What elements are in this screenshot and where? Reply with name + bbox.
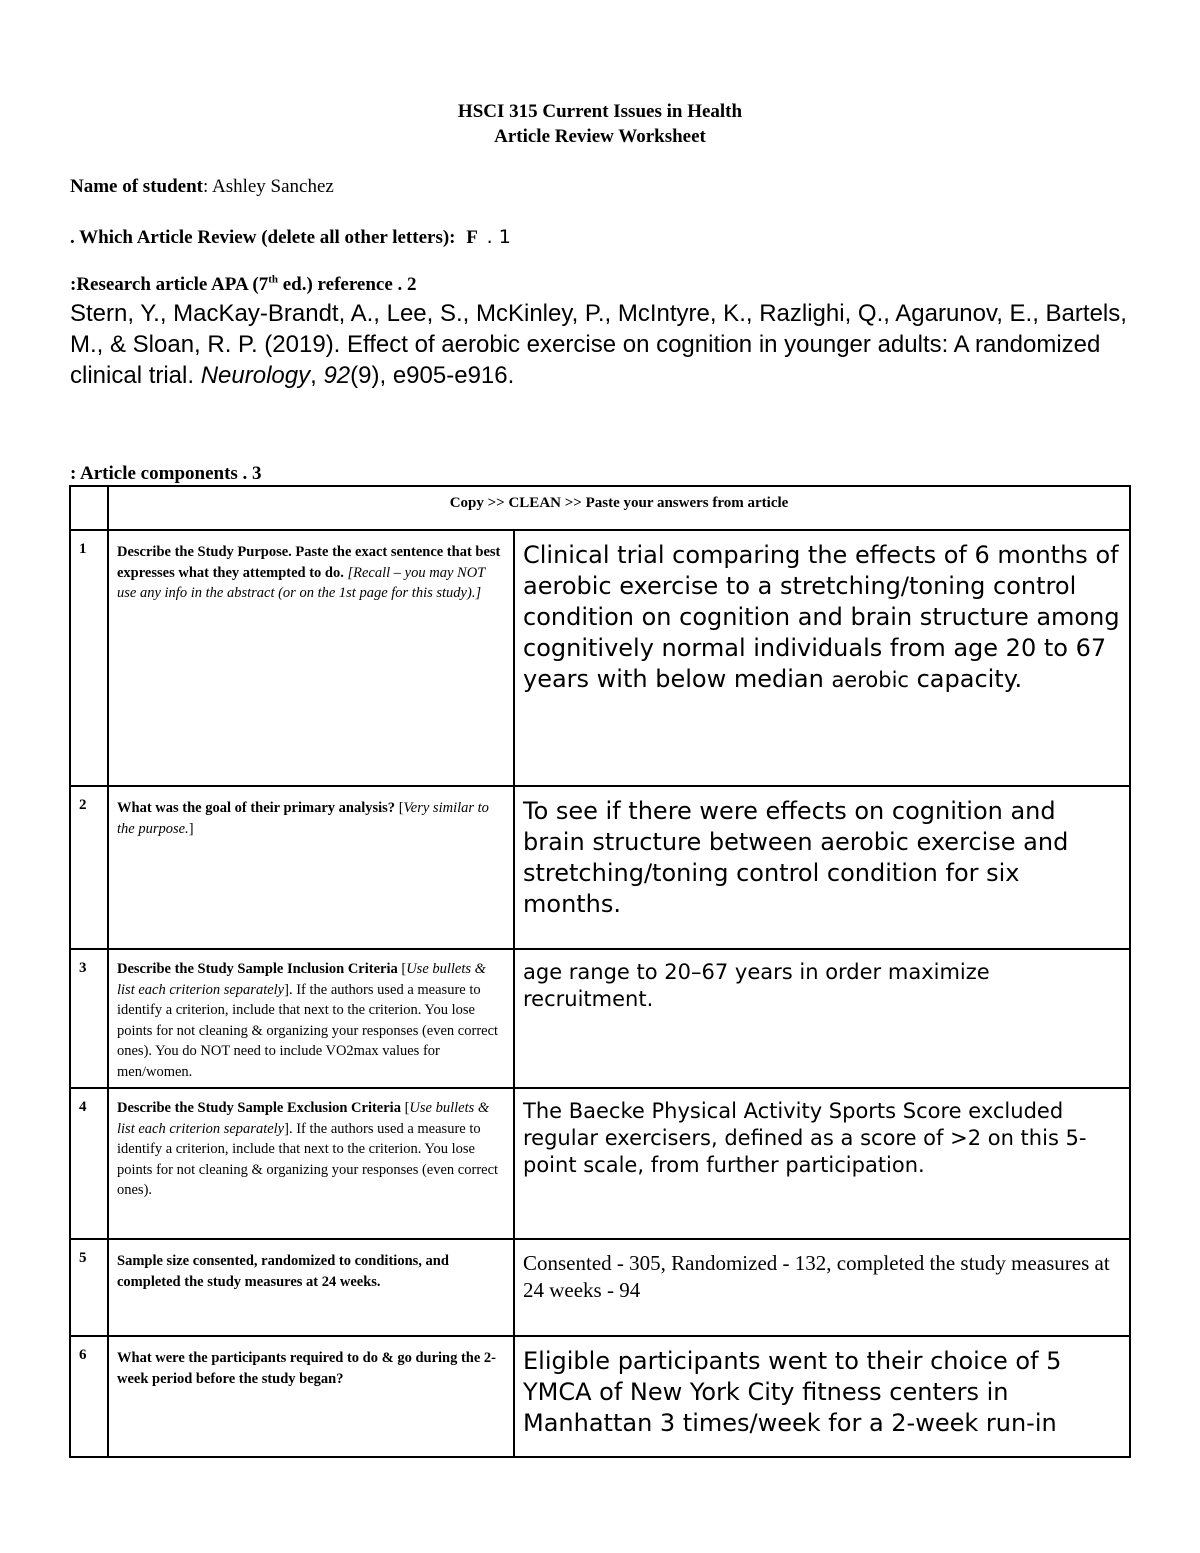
table-header-cell: Copy >> CLEAN >> Paste your answers from article (108, 486, 1130, 530)
student-name-value[interactable]: Ashley Sanchez (211, 176, 334, 197)
reference-label-line (70, 274, 417, 296)
question-cell: Describe the Study Sample Inclusion Criteria [Use bullets & list each criterion separately]. If the authors used a measure to identify a criterion, include that next to the criterion. You lose points for not cleaning & organizing your responses (even correct ones). You do NOT need to include VO2max values for men/women. (108, 949, 514, 1088)
question-cell: Describe the Study Sample Exclusion Criteria [Use bullets & list each criterion separately]. If the authors used a measure to identify a criterion, include that next to the criterion. You lose points for not cleaning & organizing your responses (even correct ones). (108, 1088, 514, 1239)
table-row (70, 1336, 1130, 1457)
row-number: 5 (70, 1239, 108, 1336)
table-row (70, 786, 1130, 949)
answer-cell[interactable]: Consented - 305, Randomized - 132, completed the study measures at 24 weeks - 94 (514, 1239, 1130, 1336)
answer-cell[interactable]: age range to 20–67 years in order maximize recruitment. (514, 949, 1130, 1088)
table-row (70, 1088, 1130, 1239)
answer-cell[interactable]: Eligible participants went to their choice of 5 YMCA of New York City fitness centers in Manhattan 3 times/week for a 2-week run-in (514, 1336, 1130, 1457)
article-review-line (70, 226, 511, 249)
row-number: 3 (70, 949, 108, 1088)
journal-volume: 92 (323, 362, 351, 389)
row-number: 2 (70, 786, 108, 949)
answer-cell[interactable]: Clinical trial comparing the effects of 6 months of aerobic exercise to a stretching/toning control condition on cognition and brain structure among cognitively normal individuals from age 20 to 67 years with below median aerobic capacity. (514, 530, 1130, 786)
table-header-row (70, 486, 1130, 530)
question-cell: Describe the Study Purpose. Paste the exact sentence that best expresses what they attempted to do. [Recall – you may NOT use any info in the abstract (or on the 1st page for this study).] (108, 530, 514, 786)
worksheet-subtitle: Article Review Worksheet (494, 126, 706, 147)
answer-cell[interactable]: The Baecke Physical Activity Sports Score excluded regular exercisers, defined as a score of >2 on this 5-point scale, from further participation. (514, 1088, 1130, 1239)
student-name-label: Name of student (70, 176, 203, 197)
article-review-number: . 1 (486, 226, 511, 248)
worksheet-title: HSCI 315 Current Issues in Health (457, 101, 743, 122)
article-components-label: : Article components . 3 (70, 463, 262, 484)
table-row (70, 1239, 1130, 1336)
row-number: 1 (70, 530, 108, 786)
article-review-label: . Which Article Review (delete all other letters): (70, 227, 456, 248)
apa-reference[interactable]: Stern, Y., MacKay-Brandt, A., Lee, S., McKinley, P., McIntyre, K., Razlighi, Q., Agarunov, E., Bartels, M., & Sloan, R. P. (2019). Effect of aerobic exercise on cognition in younger adults: A randomized clinical trial. Neurology, 92(9), e905-e916. (70, 300, 1127, 389)
article-components-table (69, 485, 1131, 1458)
row-number: 6 (70, 1336, 108, 1457)
journal-name: Neurology (200, 362, 311, 389)
student-name-line: Name of student: Ashley Sanchez (70, 176, 334, 197)
question-cell: What was the goal of their primary analysis? [Very similar to the purpose.] (108, 786, 514, 949)
answer-cell[interactable]: To see if there were effects on cognition and brain structure between aerobic exercise and stretching/toning control condition for six months. (514, 786, 1130, 949)
table-row (70, 530, 1130, 786)
reference-label: :Research article APA (7th ed.) reference . 2 (70, 274, 417, 296)
table-row (70, 949, 1130, 1088)
question-cell: Sample size consented, randomized to conditions, and completed the study measures at 24 weeks. (108, 1239, 514, 1336)
article-review-letter[interactable]: F (466, 227, 478, 248)
question-cell: What were the participants required to do & go during the 2-week period before the study began? (108, 1336, 514, 1457)
row-number: 4 (70, 1088, 108, 1239)
header-empty-cell (70, 486, 108, 530)
